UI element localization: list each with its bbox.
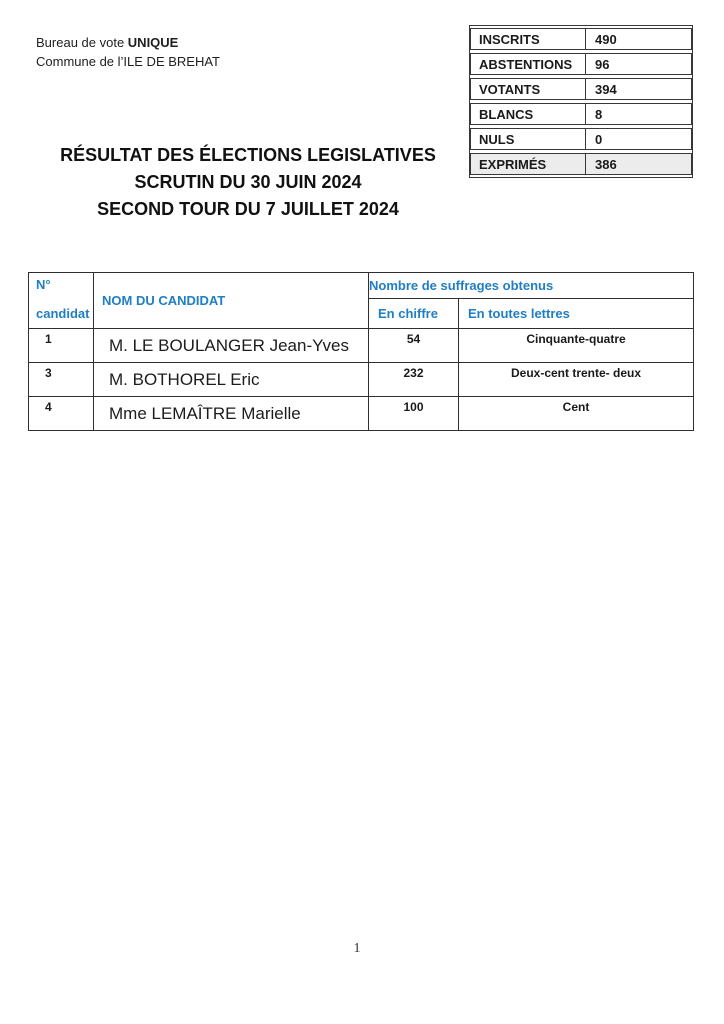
results-table	[28, 272, 694, 431]
stats-label: EXPRIMÉS	[471, 154, 586, 174]
bureau-info	[36, 33, 220, 71]
bureau-line	[36, 33, 220, 52]
stats-table	[469, 25, 693, 178]
header-candidate-name: NOM DU CANDIDAT	[94, 273, 369, 329]
result-row-3	[29, 397, 694, 431]
header-in-letters: En toutes lettres	[459, 299, 694, 329]
header-candidate-number-line2: candidat	[36, 306, 90, 321]
stats-value: 0	[595, 131, 603, 147]
result-row-1	[29, 329, 694, 363]
stats-value: 386	[595, 156, 617, 172]
stats-row-exprimes	[470, 153, 692, 175]
header-candidate-number-line1: N°	[36, 277, 51, 292]
candidate-name: M. LE BOULANGER Jean-Yves	[94, 329, 369, 363]
candidate-number: 4	[29, 397, 94, 431]
votes-letters: Deux-cent trente- deux	[459, 363, 694, 397]
stats-value: 8	[595, 106, 603, 122]
stats-row-blancs	[470, 103, 692, 125]
votes-figures: 100	[369, 397, 459, 431]
stats-label: VOTANTS	[471, 79, 586, 99]
votes-figures: 232	[369, 363, 459, 397]
candidate-name: Mme LEMAÎTRE Marielle	[94, 397, 369, 431]
votes-figures: 54	[369, 329, 459, 363]
bureau-prefix: Bureau de vote	[36, 35, 128, 50]
stats-row-nuls	[470, 128, 692, 150]
stats-value: 96	[595, 56, 610, 72]
commune-line: Commune de l’ILE DE BREHAT	[36, 54, 220, 69]
votes-letters: Cinquante-quatre	[459, 329, 694, 363]
stats-value: 394	[595, 81, 617, 97]
result-row-2	[29, 363, 694, 397]
stats-value: 490	[595, 31, 617, 47]
page-number: 1	[353, 941, 361, 956]
header-suffrages-group: Nombre de suffrages obtenus	[369, 273, 694, 299]
stats-label: ABSTENTIONS	[471, 54, 586, 74]
votes-letters: Cent	[459, 397, 694, 431]
header-candidate-number	[29, 273, 94, 329]
stats-label: BLANCS	[471, 104, 586, 124]
document-title	[48, 142, 448, 223]
candidate-number: 1	[29, 329, 94, 363]
candidate-name: M. BOTHOREL Eric	[94, 363, 369, 397]
title-line-2: SCRUTIN DU 30 JUIN 2024	[134, 172, 362, 192]
title-line-3: SECOND TOUR DU 7 JUILLET 2024	[97, 199, 399, 219]
bureau-name: UNIQUE	[127, 35, 179, 50]
stats-label: INSCRITS	[471, 29, 586, 49]
candidate-number: 3	[29, 363, 94, 397]
stats-label: NULS	[471, 129, 586, 149]
stats-row-abstentions	[470, 53, 692, 75]
stats-row-votants	[470, 78, 692, 100]
stats-row-inscrits	[470, 28, 692, 50]
header-in-figures: En chiffre	[369, 299, 459, 329]
title-line-1: RÉSULTAT DES ÉLECTIONS LEGISLATIVES	[60, 145, 436, 165]
